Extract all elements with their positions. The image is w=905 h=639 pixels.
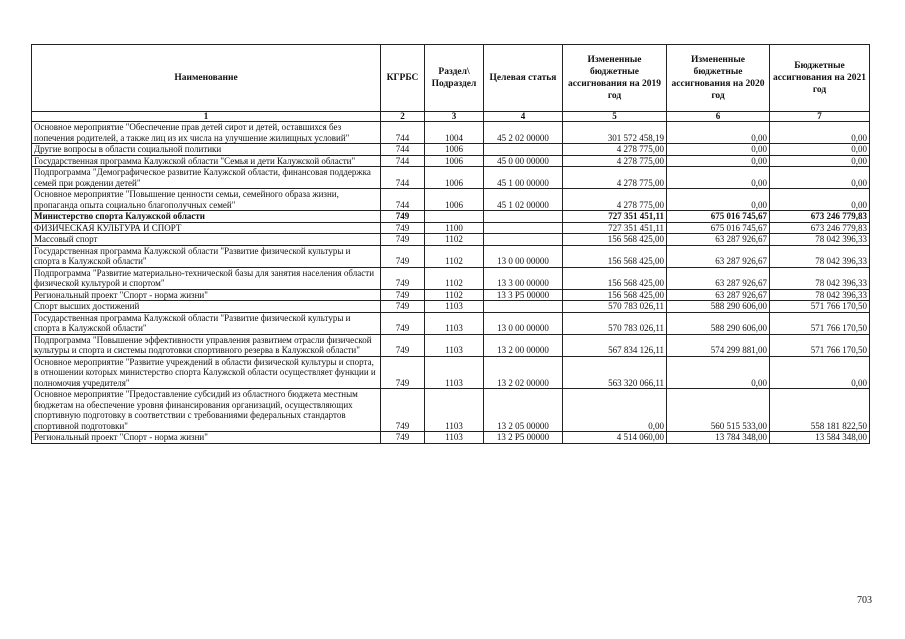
row-target: 13 2 05 00000 (484, 389, 563, 432)
row-target: 13 0 00 00000 (484, 312, 563, 334)
row-section: 1006 (425, 167, 484, 189)
row-amount-2021: 0,00 (770, 356, 870, 389)
row-amount-2019: 4 278 775,00 (563, 155, 667, 167)
row-kgrbs: 749 (381, 222, 425, 234)
table-row (32, 167, 870, 189)
column-number: 4 (484, 112, 563, 122)
row-amount-2021: 78 042 396,33 (770, 289, 870, 301)
row-amount-2021: 673 246 779,83 (770, 222, 870, 234)
row-amount-2020: 0,00 (667, 356, 770, 389)
row-target (484, 234, 563, 246)
row-target: 13 3 P5 00000 (484, 289, 563, 301)
table-row (32, 189, 870, 211)
row-amount-2021: 571 766 170,50 (770, 301, 870, 313)
row-kgrbs: 749 (381, 234, 425, 246)
row-name: Подпрограмма "Демографическое развитие Калужской области, финансовая поддержка семей при рождении детей" (32, 167, 381, 189)
row-target: 13 3 00 00000 (484, 267, 563, 289)
table-row (32, 144, 870, 156)
row-amount-2019: 563 320 066,11 (563, 356, 667, 389)
row-amount-2020: 588 290 606,00 (667, 301, 770, 313)
row-name: Региональный проект "Спорт - норма жизни" (32, 432, 381, 444)
row-amount-2019: 301 572 458,19 (563, 122, 667, 144)
row-target (484, 301, 563, 313)
row-amount-2021: 78 042 396,33 (770, 234, 870, 246)
row-kgrbs: 749 (381, 245, 425, 267)
row-amount-2019: 0,00 (563, 389, 667, 432)
row-name: Региональный проект "Спорт - норма жизни" (32, 289, 381, 301)
row-amount-2020: 13 784 348,00 (667, 432, 770, 444)
row-amount-2020: 63 287 926,67 (667, 289, 770, 301)
row-amount-2021: 13 584 348,00 (770, 432, 870, 444)
row-section: 1006 (425, 144, 484, 156)
row-amount-2021: 0,00 (770, 155, 870, 167)
row-amount-2019: 4 278 775,00 (563, 189, 667, 211)
row-name: Государственная программа Калужской области "Развитие физической культуры и спорта в Калужской области" (32, 245, 381, 267)
row-name: Государственная программа Калужской области "Семья и дети Калужской области" (32, 155, 381, 167)
row-kgrbs: 749 (381, 312, 425, 334)
row-amount-2020: 0,00 (667, 189, 770, 211)
row-section: 1006 (425, 155, 484, 167)
header-name: Наименование (32, 45, 381, 112)
row-name: Государственная программа Калужской области "Развитие физической культуры и спорта в Калужской области" (32, 312, 381, 334)
row-amount-2020: 675 016 745,67 (667, 211, 770, 223)
row-amount-2019: 567 834 126,11 (563, 334, 667, 356)
row-amount-2019: 4 278 775,00 (563, 144, 667, 156)
row-amount-2020: 63 287 926,67 (667, 234, 770, 246)
row-kgrbs: 744 (381, 167, 425, 189)
column-number: 2 (381, 112, 425, 122)
row-target (484, 211, 563, 223)
column-number-row (32, 112, 870, 122)
row-amount-2019: 570 783 026,11 (563, 301, 667, 313)
row-kgrbs: 744 (381, 189, 425, 211)
table-row (32, 222, 870, 234)
row-kgrbs: 744 (381, 144, 425, 156)
table-row (32, 122, 870, 144)
row-name: Подпрограмма "Повышение эффективности управления развитием отрасли физической культуры и спорта и системы подготовки спортивного резерва в Калужской области" (32, 334, 381, 356)
row-amount-2019: 156 568 425,00 (563, 245, 667, 267)
table-row (32, 432, 870, 444)
row-section: 1102 (425, 245, 484, 267)
row-target (484, 222, 563, 234)
table-row (32, 389, 870, 432)
row-name: Другие вопросы в области социальной политики (32, 144, 381, 156)
row-kgrbs: 749 (381, 301, 425, 313)
row-name: Министерство спорта Калужской области (32, 211, 381, 223)
header-target: Целевая статья (484, 45, 563, 112)
row-section: 1006 (425, 189, 484, 211)
row-amount-2019: 156 568 425,00 (563, 289, 667, 301)
row-kgrbs: 749 (381, 389, 425, 432)
row-section: 1103 (425, 301, 484, 313)
row-kgrbs: 749 (381, 211, 425, 223)
row-amount-2021: 0,00 (770, 122, 870, 144)
row-kgrbs: 749 (381, 334, 425, 356)
row-name: Основное мероприятие "Повышение ценности семьи, семейного образа жизни, пропаганда опыта социально благополучных семей" (32, 189, 381, 211)
table-row (32, 301, 870, 313)
row-amount-2021: 673 246 779,83 (770, 211, 870, 223)
row-amount-2020: 560 515 533,00 (667, 389, 770, 432)
column-number: 7 (770, 112, 870, 122)
row-section: 1102 (425, 234, 484, 246)
row-section: 1102 (425, 267, 484, 289)
row-section: 1103 (425, 356, 484, 389)
row-section: 1004 (425, 122, 484, 144)
row-target: 45 2 02 00000 (484, 122, 563, 144)
table-row (32, 289, 870, 301)
row-amount-2019: 156 568 425,00 (563, 267, 667, 289)
header-section: Раздел\ Подраздел (425, 45, 484, 112)
header-kgrbs: КГРБС (381, 45, 425, 112)
row-amount-2021: 0,00 (770, 167, 870, 189)
row-section: 1103 (425, 312, 484, 334)
page-number: 703 (857, 595, 872, 606)
row-amount-2020: 0,00 (667, 155, 770, 167)
row-target: 13 2 02 00000 (484, 356, 563, 389)
row-amount-2021: 0,00 (770, 189, 870, 211)
row-target: 13 2 00 00000 (484, 334, 563, 356)
budget-table-sheet (31, 44, 869, 444)
table-row (32, 356, 870, 389)
row-amount-2021: 558 181 822,50 (770, 389, 870, 432)
row-kgrbs: 744 (381, 155, 425, 167)
row-section: 1102 (425, 289, 484, 301)
column-number: 1 (32, 112, 381, 122)
row-target: 45 0 00 00000 (484, 155, 563, 167)
row-section: 1103 (425, 432, 484, 444)
row-amount-2020: 0,00 (667, 122, 770, 144)
row-name: Массовый спорт (32, 234, 381, 246)
row-kgrbs: 749 (381, 356, 425, 389)
row-target (484, 144, 563, 156)
row-target: 13 0 00 00000 (484, 245, 563, 267)
table-header-row (32, 45, 870, 112)
row-section: 1100 (425, 222, 484, 234)
row-section: 1103 (425, 334, 484, 356)
row-amount-2021: 571 766 170,50 (770, 312, 870, 334)
row-amount-2019: 4 514 060,00 (563, 432, 667, 444)
row-amount-2021: 0,00 (770, 144, 870, 156)
row-name: Основное мероприятие "Развитие учреждений в области физической культуры и спорта, в отношении которых министерство спорта Калужской области осуществляет функции и полномочия учредителя" (32, 356, 381, 389)
row-section: 1103 (425, 389, 484, 432)
table-row (32, 155, 870, 167)
table-row (32, 234, 870, 246)
table-row (32, 267, 870, 289)
row-amount-2021: 571 766 170,50 (770, 334, 870, 356)
row-name: Спорт высших достижений (32, 301, 381, 313)
row-amount-2020: 574 299 881,00 (667, 334, 770, 356)
row-kgrbs: 749 (381, 432, 425, 444)
row-target: 45 1 02 00000 (484, 189, 563, 211)
row-kgrbs: 744 (381, 122, 425, 144)
row-amount-2021: 78 042 396,33 (770, 267, 870, 289)
column-number: 3 (425, 112, 484, 122)
table-row (32, 245, 870, 267)
row-name: Подпрограмма "Развитие материально-технической базы для занятия населения области физической культурой и спортом" (32, 267, 381, 289)
budget-table (31, 44, 870, 444)
row-amount-2020: 63 287 926,67 (667, 245, 770, 267)
row-kgrbs: 749 (381, 289, 425, 301)
column-number: 6 (667, 112, 770, 122)
row-amount-2020: 588 290 606,00 (667, 312, 770, 334)
row-amount-2019: 570 783 026,11 (563, 312, 667, 334)
row-amount-2019: 727 351 451,11 (563, 222, 667, 234)
row-name: ФИЗИЧЕСКАЯ КУЛЬТУРА И СПОРТ (32, 222, 381, 234)
row-amount-2020: 0,00 (667, 144, 770, 156)
row-name: Основное мероприятие "Предоставление субсидий из областного бюджета местным бюджетам на обеспечение уровня финансирования организаций, осуществляющих спортивную подготовку в соответствии с требованиями федеральных стандартов спортивной подготовки" (32, 389, 381, 432)
row-amount-2020: 675 016 745,67 (667, 222, 770, 234)
table-body (32, 122, 870, 444)
row-amount-2020: 0,00 (667, 167, 770, 189)
row-name: Основное мероприятие "Обеспечение прав детей сирот и детей, оставшихся без попечения родителей, а также лиц из их числа на улучшение жилищных условий" (32, 122, 381, 144)
row-target: 45 1 00 00000 (484, 167, 563, 189)
row-section (425, 211, 484, 223)
column-number: 5 (563, 112, 667, 122)
row-amount-2019: 4 278 775,00 (563, 167, 667, 189)
row-amount-2019: 156 568 425,00 (563, 234, 667, 246)
table-row (32, 312, 870, 334)
header-2021: Бюджетные ассигнования на 2021 год (770, 45, 870, 112)
row-kgrbs: 749 (381, 267, 425, 289)
table-row (32, 334, 870, 356)
header-2020: Измененные бюджетные ассигнования на 2020 год (667, 45, 770, 112)
row-amount-2020: 63 287 926,67 (667, 267, 770, 289)
row-amount-2021: 78 042 396,33 (770, 245, 870, 267)
row-target: 13 2 P5 00000 (484, 432, 563, 444)
row-amount-2019: 727 351 451,11 (563, 211, 667, 223)
header-2019: Измененные бюджетные ассигнования на 2019 год (563, 45, 667, 112)
table-row (32, 211, 870, 223)
